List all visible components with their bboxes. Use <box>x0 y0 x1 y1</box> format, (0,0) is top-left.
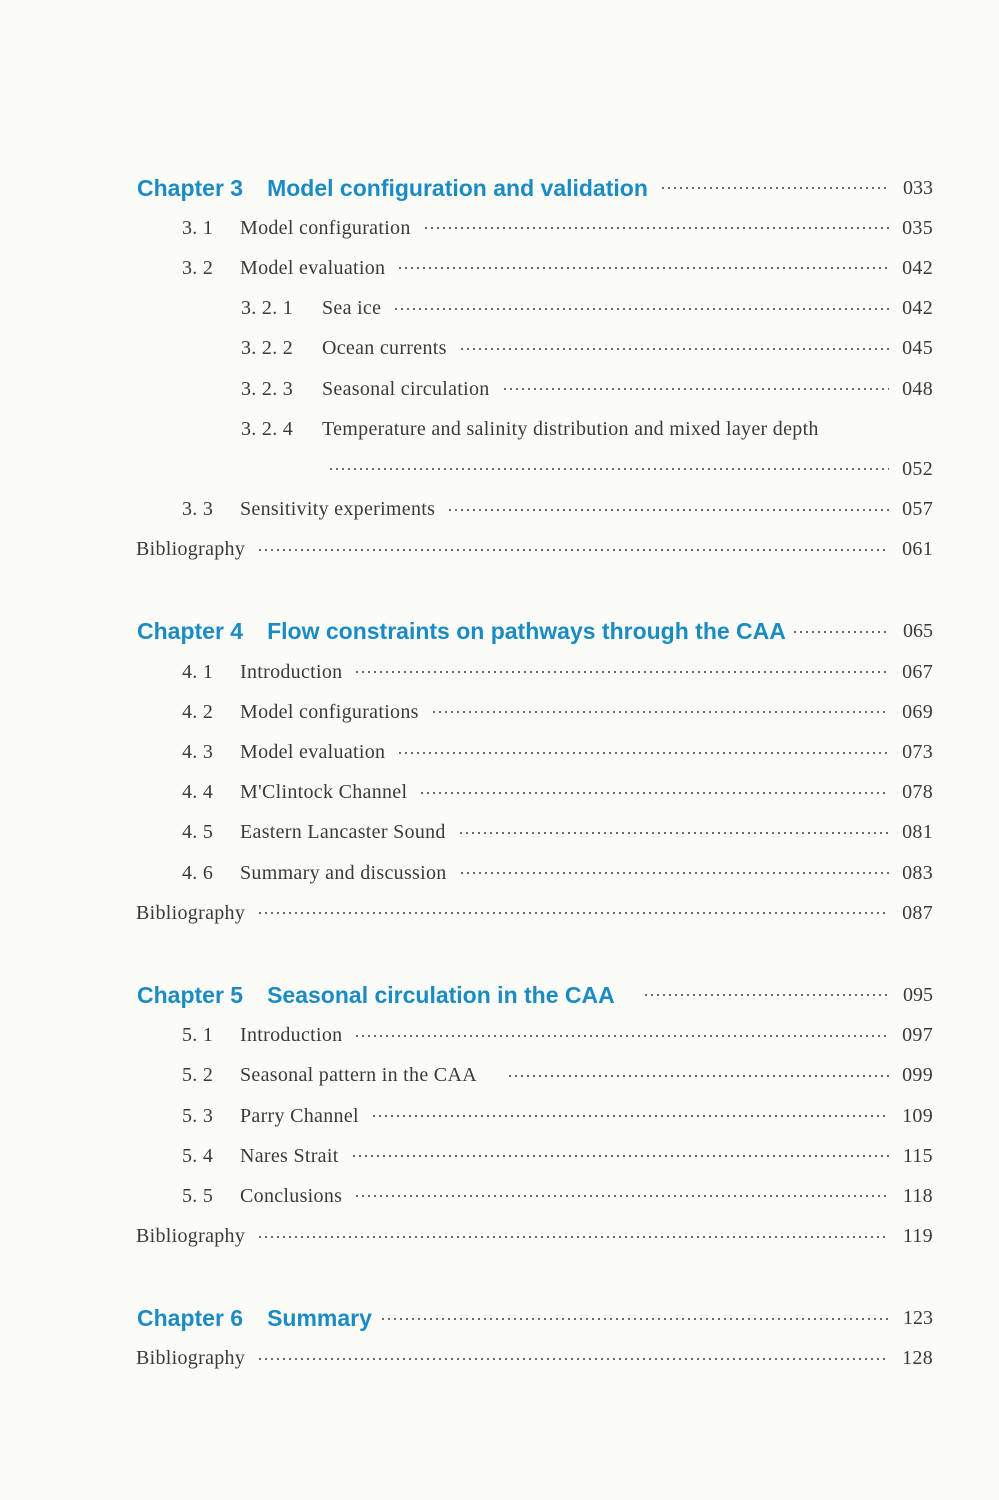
toc-section-4-2[interactable] <box>0 692 999 732</box>
section-number: 3. 2. 1 <box>241 297 294 320</box>
section-number: 3. 2 <box>182 256 214 279</box>
dot-leader <box>328 459 889 479</box>
section-number: 4. 6 <box>182 861 214 884</box>
toc-subsection-3-2-1[interactable] <box>0 289 999 329</box>
bibliography-title: Bibliography <box>136 1347 246 1370</box>
dot-leader <box>397 743 889 763</box>
section-number: 3. 1 <box>182 216 214 239</box>
section-number: 4. 2 <box>182 700 214 723</box>
toc-chapter-5[interactable] <box>0 975 999 1015</box>
chapter-title: Seasonal circulation in the CAA <box>267 981 615 1008</box>
toc-section-5-2[interactable] <box>0 1056 999 1096</box>
page-number: 035 <box>902 216 933 239</box>
page-number: 087 <box>902 901 933 924</box>
dot-leader <box>354 662 889 682</box>
dot-leader <box>354 1186 889 1206</box>
chapter-label: Chapter 5 <box>137 981 244 1008</box>
toc-chapter-6[interactable] <box>0 1299 999 1339</box>
dot-leader <box>643 985 889 1005</box>
page-number: 081 <box>902 821 933 844</box>
section-title: Introduction <box>240 660 343 683</box>
dot-leader <box>459 339 889 359</box>
page-number: 118 <box>902 1184 933 1207</box>
dot-leader <box>380 1309 889 1329</box>
page-number: 119 <box>902 1225 933 1248</box>
bibliography-title: Bibliography <box>136 1225 246 1248</box>
section-title: Conclusions <box>240 1184 343 1207</box>
page-number: 099 <box>902 1064 933 1087</box>
page-number: 123 <box>903 1307 933 1330</box>
section-title: Eastern Lancaster Sound <box>240 821 446 844</box>
toc-section-4-6[interactable] <box>0 853 999 893</box>
chapter-title: Flow constraints on pathways through the CAA <box>267 618 786 645</box>
section-title: Parry Channel <box>240 1104 359 1127</box>
page-number: 073 <box>902 741 933 764</box>
section-number: 5. 4 <box>182 1144 214 1167</box>
page-number: 097 <box>902 1024 933 1047</box>
dot-leader <box>502 379 889 399</box>
dot-leader <box>393 299 889 319</box>
section-number: 4. 4 <box>182 781 214 804</box>
toc-section-5-4[interactable] <box>0 1136 999 1176</box>
page-number: 065 <box>903 620 933 643</box>
dot-leader <box>257 903 889 923</box>
section-number: 3. 2. 2 <box>241 337 294 360</box>
page-number: 109 <box>902 1104 933 1127</box>
page-number: 078 <box>902 781 933 804</box>
section-number: 3. 2. 3 <box>241 377 294 400</box>
dot-leader <box>459 863 889 883</box>
section-title: Nares Strait <box>240 1144 339 1167</box>
dot-leader <box>257 540 889 560</box>
page-number: 042 <box>902 256 933 279</box>
toc-section-4-4[interactable] <box>0 773 999 813</box>
toc-chapter-3[interactable] <box>0 168 999 208</box>
section-title: Sensitivity experiments <box>240 498 436 521</box>
toc-section-5-3[interactable] <box>0 1096 999 1136</box>
dot-leader <box>458 823 889 843</box>
toc-bibliography-ch4[interactable] <box>0 893 999 933</box>
section-number: 4. 1 <box>182 660 214 683</box>
section-number: 4. 3 <box>182 741 214 764</box>
chapter-title: Model configuration and validation <box>267 174 648 201</box>
bibliography-title: Bibliography <box>136 901 246 924</box>
section-number: 5. 5 <box>182 1184 214 1207</box>
toc-bibliography-ch5[interactable] <box>0 1217 999 1257</box>
section-title: Seasonal pattern in the CAA <box>240 1064 477 1087</box>
page-number: 095 <box>903 983 933 1006</box>
page-number: 128 <box>902 1347 933 1370</box>
section-title: Temperature and salinity distribution and mixed layer depth <box>322 417 819 440</box>
toc-section-4-1[interactable] <box>0 652 999 692</box>
dot-leader <box>351 1146 889 1166</box>
dot-leader <box>419 783 889 803</box>
toc-section-3-1[interactable] <box>0 208 999 248</box>
bibliography-title: Bibliography <box>136 538 246 561</box>
toc-subsection-3-2-4[interactable] <box>0 409 999 449</box>
section-number: 5. 1 <box>182 1024 214 1047</box>
chapter-label: Chapter 6 <box>137 1305 244 1332</box>
page-number: 045 <box>902 337 933 360</box>
section-title: Introduction <box>240 1024 343 1047</box>
section-title: Sea ice <box>322 297 382 320</box>
dot-leader <box>423 218 889 238</box>
toc-section-3-2[interactable] <box>0 248 999 288</box>
chapter-title: Summary <box>267 1305 372 1332</box>
dot-leader <box>507 1066 889 1086</box>
toc-section-5-5[interactable] <box>0 1176 999 1216</box>
section-title: Ocean currents <box>322 337 447 360</box>
dot-leader <box>397 258 889 278</box>
toc-section-5-1[interactable] <box>0 1016 999 1056</box>
page-number: 061 <box>902 538 933 561</box>
toc-section-4-3[interactable] <box>0 732 999 772</box>
section-number: 5. 2 <box>182 1064 214 1087</box>
chapter-label: Chapter 3 <box>137 174 244 201</box>
dot-leader <box>354 1026 889 1046</box>
dot-leader <box>792 622 889 642</box>
toc-section-4-5[interactable] <box>0 813 999 853</box>
section-title: Summary and discussion <box>240 861 447 884</box>
toc-bibliography-ch6[interactable] <box>0 1339 999 1379</box>
toc-bibliography-ch3[interactable] <box>0 530 999 570</box>
dot-leader <box>257 1227 889 1247</box>
page-number: 083 <box>902 861 933 884</box>
dot-leader <box>447 500 889 520</box>
section-title: Model evaluation <box>240 741 386 764</box>
dot-leader <box>257 1349 889 1369</box>
table-of-contents <box>0 168 999 1379</box>
toc-subsection-3-2-3[interactable] <box>0 369 999 409</box>
page-number: 069 <box>902 700 933 723</box>
section-title: Seasonal circulation <box>322 377 490 400</box>
section-number: 3. 2. 4 <box>241 417 294 440</box>
dot-leader <box>431 702 889 722</box>
toc-section-3-3[interactable] <box>0 490 999 530</box>
toc-chapter-4[interactable] <box>0 612 999 652</box>
toc-subsection-3-2-4-continued[interactable] <box>0 449 999 489</box>
dot-leader <box>660 178 889 198</box>
page-number: 115 <box>902 1144 933 1167</box>
page-number: 057 <box>902 498 933 521</box>
toc-subsection-3-2-2[interactable] <box>0 329 999 369</box>
page-number: 067 <box>902 660 933 683</box>
page-number: 033 <box>903 176 933 199</box>
section-title: Model configuration <box>240 216 411 239</box>
section-number: 3. 3 <box>182 498 214 521</box>
chapter-label: Chapter 4 <box>137 618 244 645</box>
section-number: 4. 5 <box>182 821 214 844</box>
section-title: Model evaluation <box>240 256 386 279</box>
page-number: 052 <box>902 457 933 480</box>
section-number: 5. 3 <box>182 1104 214 1127</box>
section-title: Model configurations <box>240 700 419 723</box>
page-number: 042 <box>902 297 933 320</box>
page-number: 048 <box>902 377 933 400</box>
dot-leader <box>371 1106 889 1126</box>
section-title: M'Clintock Channel <box>240 781 408 804</box>
